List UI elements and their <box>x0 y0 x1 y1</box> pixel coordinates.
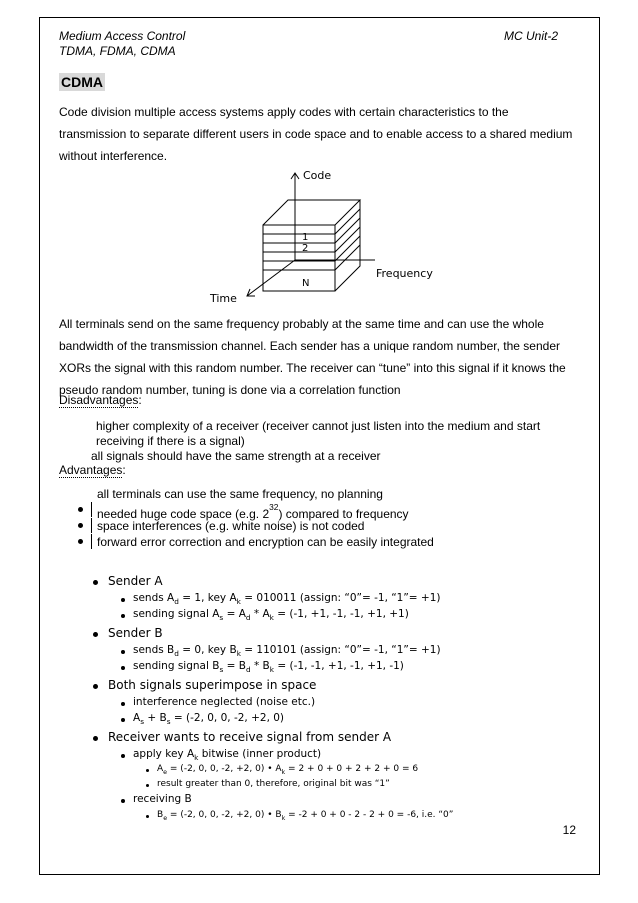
bullet-icon <box>121 718 125 722</box>
bullet-icon <box>121 614 125 618</box>
bullet-icon <box>121 650 125 654</box>
superimposed-sum: $A_s + B_s = (-2$, 0, 0, -2, +2, 0) <box>133 712 285 727</box>
bullet-icon <box>78 539 83 544</box>
disadvantage-item: receiving if there is a signal) <box>96 434 245 448</box>
advantages-heading: Advantages: <box>59 463 126 477</box>
bullet-icon <box>146 784 149 787</box>
slice-label-1: 1 <box>302 232 309 243</box>
superimpose-heading: Both signals superimpose in space <box>108 678 317 692</box>
sender-a-sends: sends $A_d = 1$, key $A_k = 010011$ (assign: “0”= -1, “1”= +1) <box>133 592 441 607</box>
body-paragraph: All terminals send on the same frequency probably at the same time and can use the whole bandwidth of the transmission channel. Each sender has a unique random number, the sender XORs the signal with this random number. The receiver can “tune” into this signal if it knows the pseudo random number, tuning is done via a correlation function <box>59 317 566 397</box>
bullet-icon <box>121 754 125 758</box>
slice-label-n: N <box>302 278 310 289</box>
bullet-icon <box>78 523 83 528</box>
bullet-icon <box>121 598 125 602</box>
bullet-icon <box>146 769 149 772</box>
disadvantage-item: higher complexity of a receiver (receiver cannot just listen into the medium and start <box>96 419 541 433</box>
intro-paragraph: Code division multiple access systems apply codes with certain characteristics to the transmission to separate different users in code space and to enable access to a shared medium without interference. <box>59 105 573 163</box>
sender-b-heading: Sender B <box>108 626 163 640</box>
be-calculation: $B_e = (-2$, 0, 0, -2, +2, 0) • $B_k = -2 + 0 + 0 - 2 - 2 + 0 = -6$, i.e. “0” <box>157 810 454 822</box>
result-note: result greater than 0, therefore, original bit was “1” <box>157 779 390 789</box>
interference-note: interference neglected (noise etc.) <box>133 696 316 708</box>
bullet-icon <box>93 632 98 637</box>
advantage-item: needed huge code space (e.g. $2^{32}$) compared to frequency <box>97 502 409 521</box>
header-left <box>59 29 185 59</box>
bullet-divider <box>91 502 92 517</box>
section-title: CDMA <box>61 74 103 90</box>
slice-label-2: 2 <box>302 243 309 254</box>
advantage-item: forward error correction and encryption can be easily integrated <box>97 535 434 549</box>
bullet-divider <box>91 518 92 533</box>
cdma-code-space-diagram <box>205 165 445 310</box>
bullet-icon <box>146 815 149 818</box>
ae-calculation: $A_e = (-2$, 0, 0, -2, +2, 0) • $A_k = 2 + 0 + 0 + 2 + 2 + 0 = 6$ <box>157 764 419 776</box>
advantage-item: all terminals can use the same frequency, no planning <box>97 487 383 501</box>
time-axis-label: Time <box>210 292 237 305</box>
code-axis-label: Code <box>303 169 332 182</box>
frequency-axis-label: Frequency <box>376 267 433 280</box>
page-number: 12 <box>562 823 576 837</box>
bullet-icon <box>93 684 98 689</box>
bullet-divider <box>91 534 92 549</box>
advantage-item: space interferences (e.g. white noise) is not coded <box>97 519 365 533</box>
sender-a-signal: sending signal $A_s = A_d * A_k = (-1$, +1, -1, -1, +1, +1) <box>133 608 409 623</box>
cube-front <box>263 225 335 291</box>
header-topic: Medium Access Control <box>59 29 186 43</box>
sender-b-signal: sending signal $B_s = B_d * B_k = (-1$, -1, +1, -1, +1, -1) <box>133 660 404 675</box>
bullet-icon <box>93 580 98 585</box>
disadvantage-item: all signals should have the same strength at a receiver <box>91 449 381 463</box>
bullet-icon <box>78 507 83 512</box>
bullet-icon <box>93 736 98 741</box>
header-subtopic: TDMA, FDMA, CDMA <box>59 44 176 58</box>
apply-key: apply key $A_k$ bitwise (inner product) <box>133 748 322 763</box>
sender-a-heading: Sender A <box>108 574 163 588</box>
receiver-heading: Receiver wants to receive signal from sender A <box>108 730 392 744</box>
sender-b-sends: sends $B_d = 0$, key $B_k = 110101$ (assign: “0”= -1, “1”= +1) <box>133 644 441 659</box>
bullet-icon <box>121 799 125 803</box>
bullet-icon <box>121 666 125 670</box>
disadvantages-heading: Disadvantages: <box>59 393 142 407</box>
bullet-icon <box>121 702 125 706</box>
header-unit: MC Unit-2 <box>503 29 558 43</box>
receiving-b: receiving B <box>133 793 192 805</box>
